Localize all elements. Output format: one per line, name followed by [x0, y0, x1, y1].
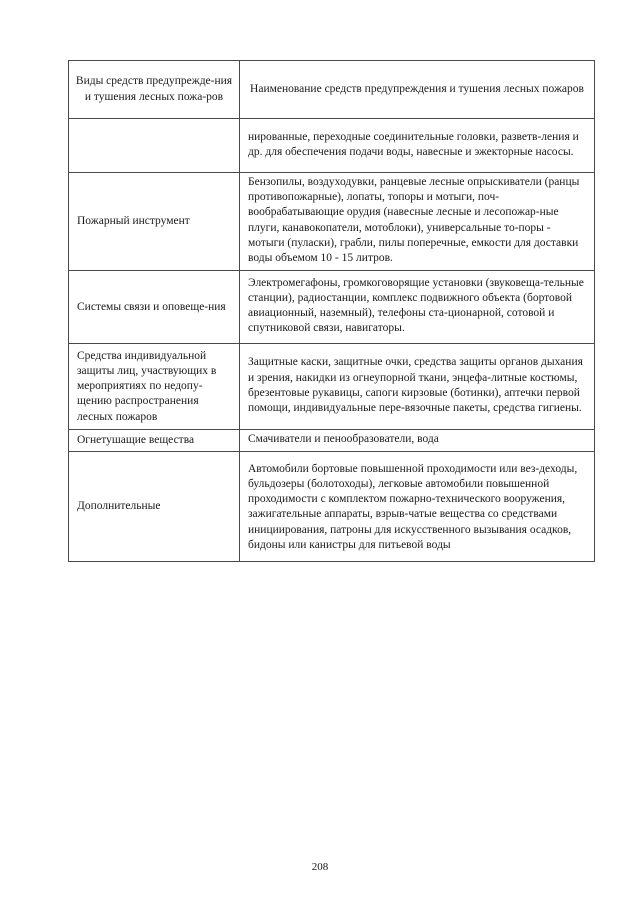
row-type-cell: Средства индивидуальной защиты лиц, участвующих в мероприятиях по недопу-щению распространения лесных пожаров: [69, 344, 240, 430]
row-type-cell: Огнетушащие вещества: [69, 430, 240, 452]
row-items-cell: Бензопилы, воздуходувки, ранцевые лесные опрыскиватели (ранцы противопожарные), лопаты, топоры и мотыги, поч-вообрабатывающие орудия (навесные лесные и лесопожар-ные плуги, канавокопатели, мотоблоки), универсальные то-поры - мотыги (пуласки), грабли, пилы поперечные, емкости для доставки воды объемом 10 - 15 литров.: [240, 173, 595, 271]
fire-prevention-table: [68, 60, 595, 562]
table-row: [69, 119, 595, 173]
table-row: [69, 271, 595, 344]
row-type-cell: Системы связи и оповеще-ния: [69, 271, 240, 344]
row-type-cell: Дополнительные: [69, 452, 240, 562]
page-number: 208: [311, 861, 329, 873]
table-row: [69, 430, 595, 452]
row-items-cell: Защитные каски, защитные очки, средства защиты органов дыхания и зрения, накидки из огнеупорной ткани, энцефа-литные костюмы, брезентовые рукавицы, сапоги кирзовые (ботинки), аптечки первой помощи, индивидуальные пере-вязочные пакеты, средства гигиены.: [240, 344, 595, 430]
row-items-cell: Электромегафоны, громкоговорящие установки (звуковеща-тельные станции), радиостанции, комплекс подвижного объекта (бортовой авиационный, наземный), телефоны ста-ционарной, сотовой и спутниковой связи, навигаторы.: [240, 271, 595, 344]
table-header-row: [69, 61, 595, 119]
row-type-cell: [69, 119, 240, 173]
table-row: [69, 344, 595, 430]
table-row: [69, 173, 595, 271]
row-type-cell: Пожарный инструмент: [69, 173, 240, 271]
row-items-cell: Смачиватели и пенообразователи, вода: [240, 430, 595, 452]
row-items-cell: Автомобили бортовые повышенной проходимости или вез-деходы, бульдозеры (болотоходы), легковые автомобили повышенной проходимости с комплектом пожарно-технического вооружения, зажигательные аппараты, взрыв-чатые вещества со средствами инициирования, патроны для искусственного вызывания осадков, бидоны или канистры для питьевой воды: [240, 452, 595, 562]
row-items-cell: нированные, переходные соединительные головки, разветв-ления и др. для обеспечения подачи воды, навесные и эжекторные насосы.: [240, 119, 595, 173]
header-type-cell: Виды средств предупрежде-ния и тушения лесных пожа-ров: [69, 61, 240, 119]
table-row: [69, 452, 595, 562]
header-items-cell: Наименование средств предупреждения и тушения лесных пожаров: [240, 61, 595, 119]
